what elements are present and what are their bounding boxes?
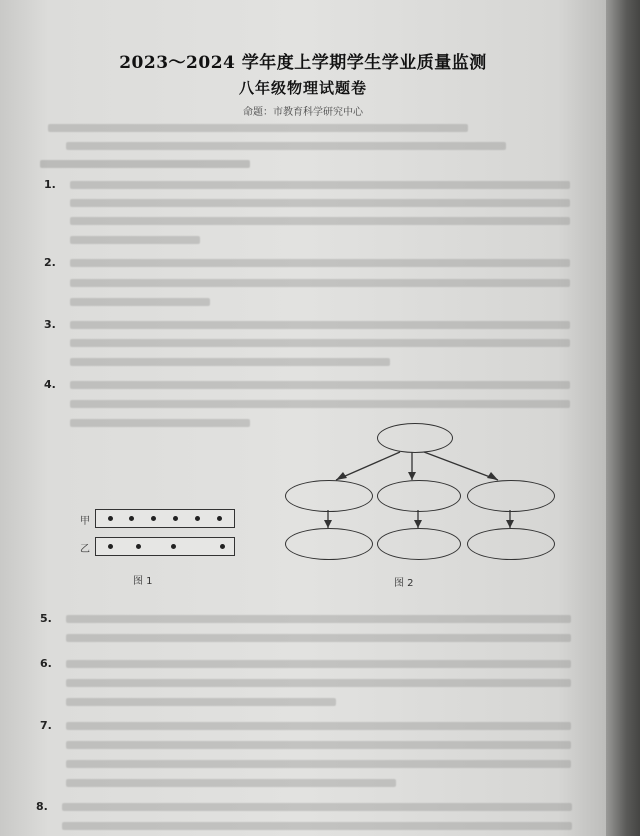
figure-1-label: 图 1	[133, 576, 153, 587]
question-text-line	[66, 615, 571, 623]
question-number: 2.	[44, 256, 56, 269]
question-text-line	[66, 722, 571, 730]
question-text-line	[66, 698, 336, 706]
question-text-line	[66, 741, 571, 749]
question-number: 3.	[44, 318, 56, 331]
page-edge	[606, 0, 640, 836]
row-label-jia: 甲	[80, 516, 90, 527]
question-text-line	[66, 779, 396, 787]
question-number: 1.	[44, 178, 56, 191]
question-text-line	[66, 679, 571, 687]
question-text-line	[66, 634, 571, 642]
concept-node	[285, 528, 373, 560]
question-number: 7.	[40, 719, 52, 732]
concept-node	[377, 480, 461, 512]
concept-node	[285, 480, 373, 512]
figure-2-label: 图 2	[394, 578, 414, 589]
row-label-yi: 乙	[80, 544, 90, 555]
question-text-line	[62, 822, 572, 830]
concept-node-root	[377, 423, 453, 453]
question-text-line	[62, 803, 572, 811]
exam-subtitle: 八年级物理试题卷	[238, 79, 367, 97]
question-number: 5.	[40, 612, 52, 625]
question-number: 8.	[36, 800, 48, 813]
concept-node	[467, 528, 555, 560]
concept-node	[377, 528, 461, 560]
question-number: 6.	[40, 657, 52, 670]
concept-node	[467, 480, 555, 512]
exam-issuer: 命题：市教育科学研究中心	[243, 107, 363, 118]
question-text-line	[66, 660, 571, 668]
exam-title: 2023～2024 学年度上学期学生学业质量监测	[119, 53, 487, 73]
question-text-line	[66, 760, 571, 768]
question-number: 4.	[44, 378, 56, 391]
